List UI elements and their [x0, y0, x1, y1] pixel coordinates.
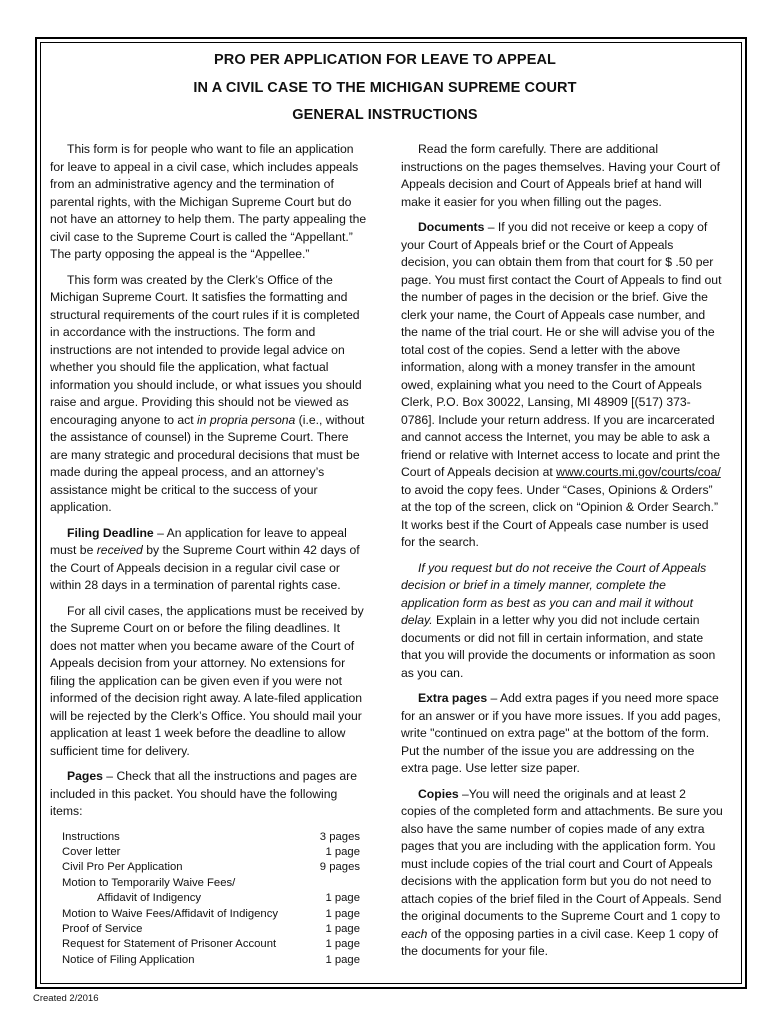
copies-heading: Copies	[418, 786, 459, 801]
title-line-1: PRO PER APPLICATION FOR LEAVE TO APPEAL	[214, 52, 556, 68]
right-column	[401, 141, 723, 969]
page-item-count: 1 page	[325, 907, 360, 920]
table-row	[62, 876, 360, 891]
title-line-2: IN A CIVIL CASE TO THE MICHIGAN SUPREME COURT	[193, 80, 577, 96]
table-row	[62, 860, 360, 875]
page-item-count: 1 page	[325, 892, 360, 905]
intro-paragraph: This form is for people who want to file an application for leave to appeal in a civil case, which includes appeals from an administrative agency and the termination of parental rights, with the Michigan Supreme Court but do not have an attorney to help them. The party appealing the civil case to the Supreme Court is called the “Appellant.” The party opposing the appeal is the “Appellee.”	[50, 142, 367, 261]
page-item-name: Motion to Waive Fees/Affidavit of Indigency	[62, 907, 279, 920]
request-paragraph: If you request but do not receive the Court of Appeals decision or brief in a timely manner, complete the application form as best as you can and mail it without delay. Explain in a letter why you did not include certain documents or did not fill in certain information, and state that you will provide the documents or information as soon as you can.	[401, 560, 716, 680]
extra-pages-paragraph: Extra pages – Add extra pages if you need more space for an answer or if you have more issues. If you add pages, write "continued on extra page" at the bottom of the form. Put the number of the issue you are addressing on the extra page. Use letter size paper.	[401, 691, 721, 775]
page-item-name: Motion to Temporarily Waive Fees/	[62, 876, 236, 889]
filing-deadline-paragraph: Filing Deadline – An application for leave to appeal must be received by the Supreme Court within 42 days of the Court of Appeals decision in a regular civil case or within 28 days in a termination of parental rights case.	[50, 525, 360, 592]
page-item-count	[313, 876, 360, 891]
created-date: Created 2/2016	[33, 993, 99, 1004]
page-item-name: Proof of Service	[62, 922, 143, 935]
table-row	[62, 937, 360, 952]
page-item-count: 3 pages	[319, 830, 360, 843]
coa-website-link[interactable]: www.courts.mi.gov/courts/coa/	[556, 465, 721, 479]
page-item-name: Cover letter	[62, 845, 121, 858]
copies-paragraph: Copies –You will need the originals and at least 2 copies of the completed form and attachments. Be sure you also have the same number of copies made of any extra pages that you are including with the application form. You must include copies of the trial court and Court of Appeals decisions with the application form but you do not need to attach copies of the brief filed in the Court of Appeals. Send the original documents to the Supreme Court and 1 copy to each of the opposing parties in a civil case. Keep 1 copy of the documents for your file.	[401, 786, 723, 958]
page-item-name: Civil Pro Per Application	[62, 861, 183, 874]
form-origin-paragraph: This form was created by the Clerk’s Office of the Michigan Supreme Court. It satisfies the formatting and structural requirements of the court rules if it is completed in accordance with the instructions. The form and instructions are not intended to provide legal advice on whether you should file the application, what factual information you should include, or what issues you should raise and argue. Providing this should not be viewed as encouraging anyone to act in propria persona (i.e., without the assistance of counsel) in the Supreme Court. There are many strategic and procedural decisions that must be made during the appeal process, and an attorney’s assistance might be critical to the success of your application.	[50, 272, 365, 514]
table-row	[62, 922, 360, 937]
page-item-count: 1 page	[325, 953, 360, 966]
page-item-count: 1 page	[325, 922, 360, 935]
pages-heading: Pages	[67, 769, 103, 783]
table-row	[62, 830, 360, 845]
pages-table	[62, 830, 360, 969]
documents-heading: Documents	[418, 220, 485, 234]
table-row	[62, 845, 360, 860]
civil-cases-paragraph: For all civil cases, the applications must be received by the Supreme Court on or before the filing deadlines. It does not matter when you became aware of the Court of Appeals decision from your attorney. No extensions for filing the application can be given even if you were not informed of the decision right away. A late-filed application will be rejected by the Clerk’s Office. You should mail your application at least 1 week before the deadline to allow sufficient time for delivery.	[50, 603, 364, 758]
table-row	[62, 891, 360, 906]
page-item-count: 1 page	[325, 938, 360, 951]
pages-paragraph: Pages – Check that all the instructions and pages are included in this packet. You should have the following items:	[50, 769, 357, 818]
page-item-name: Notice of Filing Application	[62, 953, 195, 966]
page-item-name: Affidavit of Indigency	[97, 892, 202, 905]
table-row	[62, 953, 360, 968]
page-item-name: Request for Statement of Prisoner Account	[62, 938, 277, 951]
table-row	[62, 907, 360, 922]
page-item-name: Instructions	[62, 830, 120, 843]
read-carefully-paragraph: Read the form carefully. There are additional instructions on the pages themselves. Having your Court of Appeals decision and Court of Appeals brief at hand will make it easier for you when filling out the pages.	[401, 142, 721, 209]
left-column	[50, 141, 367, 968]
filing-deadline-heading: Filing Deadline	[67, 525, 154, 540]
title-line-3: GENERAL INSTRUCTIONS	[292, 107, 478, 123]
page-item-count: 1 page	[325, 845, 360, 858]
extra-pages-heading: Extra pages	[418, 691, 488, 705]
page-item-count: 9 pages	[319, 861, 360, 874]
documents-paragraph: Documents – If you did not receive or keep a copy of your Court of Appeals brief or the Court of Appeals decision, you can obtain them from that court for $ .50 per page. You must first contact the Court of Appeals to find out the number of pages in the decision or the brief. Give the clerk your name, the Court of Appeals case number, and the name of the trial court. He or she will advise you of the total cost of the copies. Send a letter with the above information, along with a money transfer in the amount owed, explaining what you need to the Court of Appeals Clerk, P.O. Box 30022, Lansing, MI 48909 [(517) 373-0786]. Include your return address. If you are incarcerated and cannot access the Internet, you may be able to ask a friend or relative with Internet access to locate and print the Court of Appeals decision at www.courts.mi.gov/courts/coa/ to avoid the copy fees. Under “Cases, Opinions & Orders” at the top of the screen, click on “Opinion & Order Search.” It works best if the Court of Appeals case number is used for the search.	[401, 220, 722, 549]
